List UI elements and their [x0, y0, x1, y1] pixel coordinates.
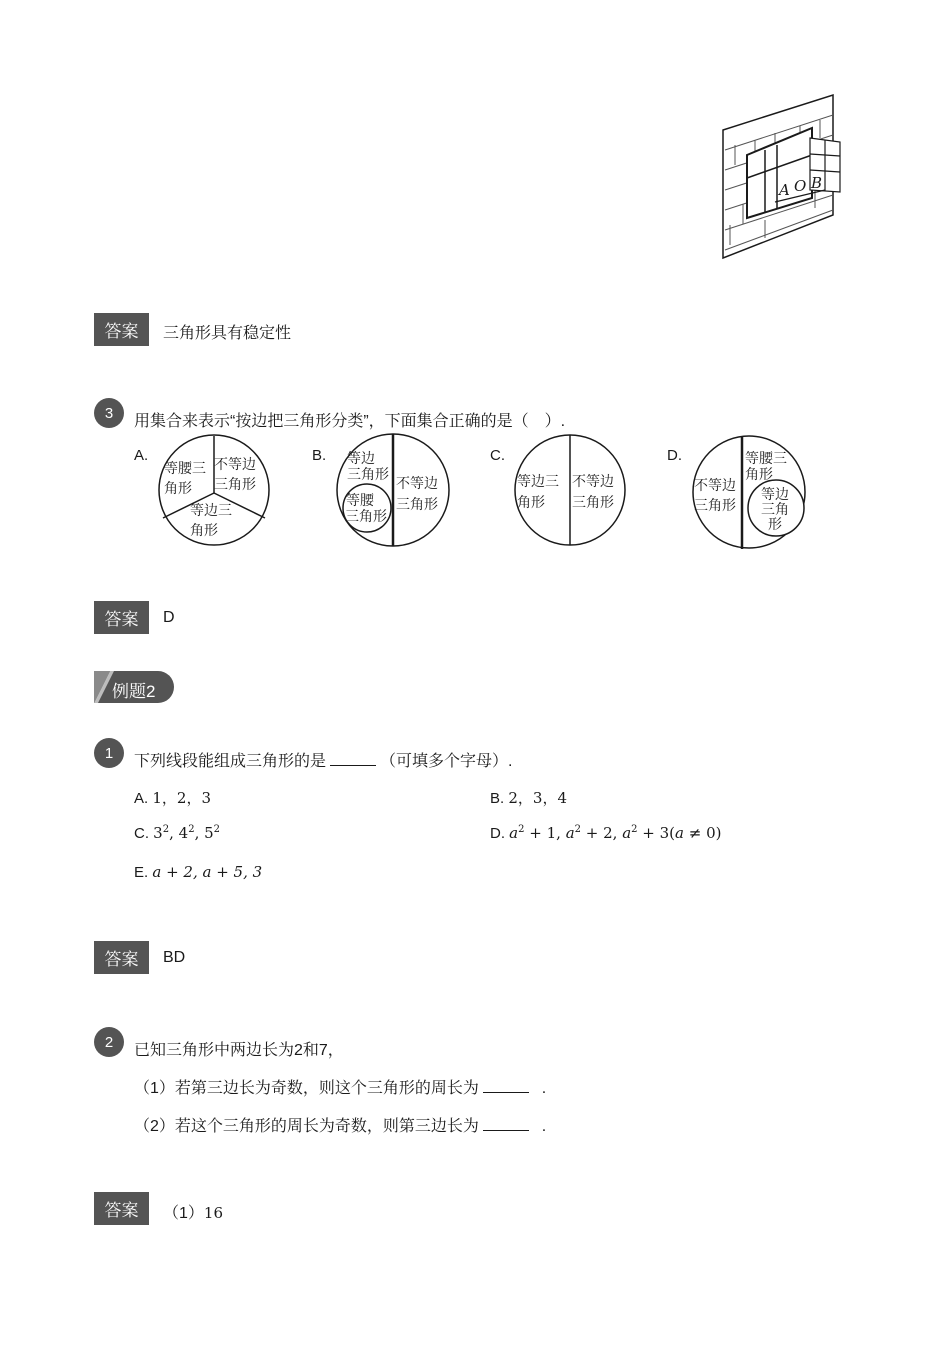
region-label: 等腰 — [346, 493, 374, 509]
region-label: 三角形 — [396, 497, 438, 513]
region-label: 角形 — [517, 495, 545, 511]
region-label: 三角形 — [347, 467, 389, 483]
region-label: 三角形 — [214, 477, 256, 493]
region-label: 角形 — [745, 467, 773, 483]
example-title: 例题2 — [112, 682, 156, 701]
region-label: 等腰三 — [745, 451, 787, 467]
sub-question-text: （1）若第三边长为奇数，则这个三角形的周长为 — [134, 1080, 479, 1097]
venn-option-c — [512, 433, 628, 549]
answer-text — [163, 1200, 223, 1223]
question-text: 已知三角形中两边长为2和7， — [134, 1042, 344, 1059]
label-a: A — [779, 181, 790, 199]
option-c — [134, 824, 220, 842]
answer-part-value: 16 — [203, 1204, 223, 1222]
answer-blank[interactable] — [483, 1078, 529, 1093]
question-number: 1 — [94, 738, 124, 768]
option-a — [134, 787, 211, 808]
option-letter: B. — [490, 790, 505, 807]
region-label: 不等边 — [396, 476, 438, 492]
answer-tag: 答案 — [94, 1192, 149, 1225]
sub-question-end: . — [541, 1080, 547, 1097]
region-label: 形 — [768, 517, 782, 533]
answer-text: 三角形具有稳定性 — [163, 325, 292, 342]
option-b — [490, 787, 567, 808]
region-label: 等边三 — [517, 474, 559, 490]
venn-option-d — [690, 433, 808, 551]
answer-tag: 答案 — [94, 601, 149, 634]
region-label: 等边 — [761, 487, 789, 503]
option-a-letter: A. — [134, 447, 149, 464]
venn-option-a — [158, 433, 272, 547]
option-d — [490, 824, 721, 842]
answer-text: BD — [163, 949, 186, 966]
gate-figure — [715, 90, 850, 265]
option-d-letter: D. — [667, 447, 682, 464]
sub-question-text: （2）若这个三角形的周长为奇数，则第三边长为 — [134, 1118, 479, 1135]
option-value: 2，3，4 — [508, 789, 567, 807]
option-b-letter: B. — [312, 447, 327, 464]
sub-question-2 — [134, 1113, 546, 1136]
question-text — [134, 748, 512, 771]
answer-blank[interactable] — [330, 751, 376, 766]
region-label: 不等边 — [694, 478, 736, 494]
option-letter: A. — [134, 790, 149, 807]
region-label: 不等边 — [572, 474, 614, 490]
label-b: B — [811, 174, 823, 192]
region-label: 三角形 — [572, 495, 614, 511]
region-label: 三角 — [761, 502, 789, 518]
sub-question-1 — [134, 1075, 546, 1098]
question-text-before: 下列线段能组成三角形的是 — [134, 753, 327, 770]
option-letter: C. — [134, 825, 149, 842]
region-label: 角形 — [190, 523, 218, 539]
answer-tag: 答案 — [94, 941, 149, 974]
answer-tag: 答案 — [94, 313, 149, 346]
region-label: 等边三 — [190, 503, 232, 519]
option-value: a + 2, a + 5, 3 — [152, 863, 263, 881]
region-label: 不等边 — [214, 457, 256, 473]
region-label: 三角形 — [345, 509, 387, 525]
option-letter: E. — [134, 864, 149, 881]
region-label: 等边 — [347, 451, 375, 467]
question-number: 3 — [94, 398, 124, 428]
answer-blank[interactable] — [483, 1116, 529, 1131]
region-label: 角形 — [164, 481, 192, 497]
sub-question-end: . — [541, 1118, 547, 1135]
venn-option-b — [335, 433, 453, 551]
question-text: 用集合来表示“按边把三角形分类”，下面集合正确的是（ ）. — [134, 413, 566, 430]
option-value: $a^2 + 1$, $a^2 + 2$, $a^2 + 3(a \ne 0)$ — [509, 824, 722, 842]
answer-text: D — [163, 609, 175, 626]
answer-part-label: （1） — [163, 1205, 204, 1222]
question-text-after: （可填多个字母）. — [380, 753, 513, 770]
option-c-letter: C. — [490, 447, 505, 464]
option-value: 1，2，3 — [152, 789, 211, 807]
option-letter: D. — [490, 825, 505, 842]
label-o: O — [794, 177, 807, 195]
region-label: 三角形 — [694, 498, 736, 514]
question-number: 2 — [94, 1027, 124, 1057]
option-e — [134, 863, 262, 881]
option-value: $3^2$, $4^2$, $5^2$ — [153, 824, 221, 842]
region-label: 等腰三 — [164, 461, 206, 477]
